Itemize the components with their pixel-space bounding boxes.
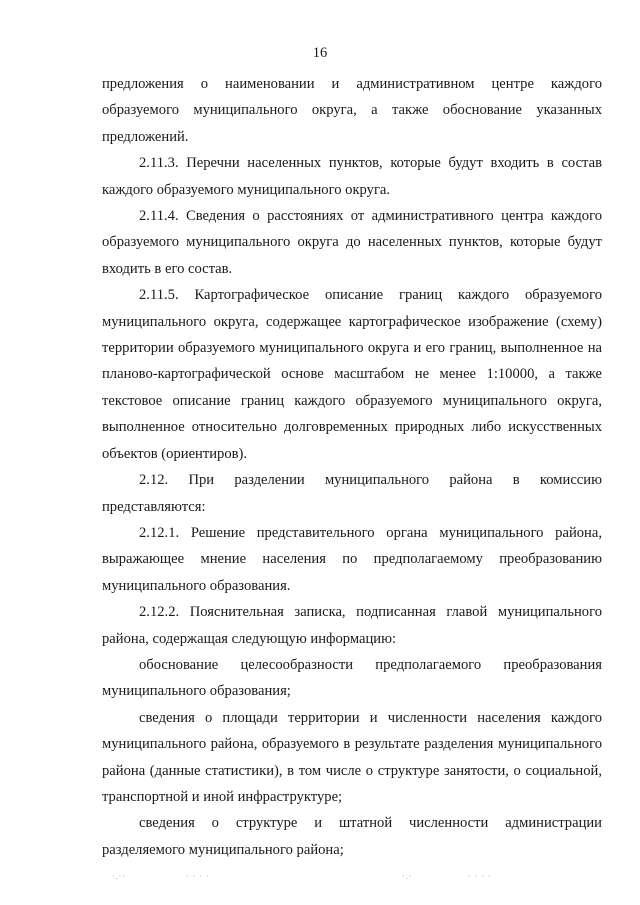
paragraph-2-12-1: 2.12.1. Решение представительного органа муниципального района, выражающее мнение населения по предполагаемому преобразованию муниципального образования. bbox=[102, 524, 602, 594]
scan-speck: · · · · bbox=[468, 872, 492, 881]
page-number: 16 bbox=[312, 45, 328, 61]
list-item-territory-population: сведения о площади территории и численности населения каждого муниципального района, образуемого в результате разделения муниципального района (данные статистики), в том числе о структуре занятости, о социальной, транспортной и иной инфраструктуре; bbox=[102, 709, 602, 805]
paragraph-2-11-3: 2.11.3. Перечни населенных пунктов, которые будут входить в состав каждого образуемого муниципального округа. bbox=[102, 155, 602, 198]
list-item-administration-structure: сведения о структуре и штатной численности администрации разделяемого муниципального района; bbox=[102, 815, 602, 858]
scan-speck: ·.· bbox=[402, 872, 413, 881]
list-item-justification: обоснование целесообразности предполагаемого преобразования муниципального образования; bbox=[102, 656, 602, 700]
paragraph-2-11-4: 2.11.4. Сведения о расстояниях от административного центра каждого образуемого муниципального округа до населенных пунктов, которые будут входить в его состав. bbox=[102, 208, 602, 277]
paragraph-2-11-5: 2.11.5. Картографическое описание границ каждого образуемого муниципального округа, содержащее картографическое изображение (схему) территории образуемого муниципального округа и его границ, выполненное на планово-картографической основе масштабом не менее 1:10000, а также текстовое описание границ каждого образуемого муниципального округа, выполненное относительно долговременных природных либо искусственных объектов (ориентиров). bbox=[102, 287, 602, 462]
scan-speck: ·.·· bbox=[112, 872, 126, 881]
scan-speck: · · · · bbox=[186, 872, 210, 881]
paragraph-continuation: предложения о наименовании и административном центре каждого образуемого муниципального округа, а также обоснование указанных предложений. bbox=[102, 76, 602, 145]
paragraph-2-12-2: 2.12.2. Пояснительная записка, подписанная главой муниципального района, содержащая следующую информацию: bbox=[102, 604, 602, 647]
paragraph-2-12: 2.12. При разделении муниципального района в комиссию представляются: bbox=[102, 472, 602, 515]
document-body bbox=[102, 71, 602, 863]
